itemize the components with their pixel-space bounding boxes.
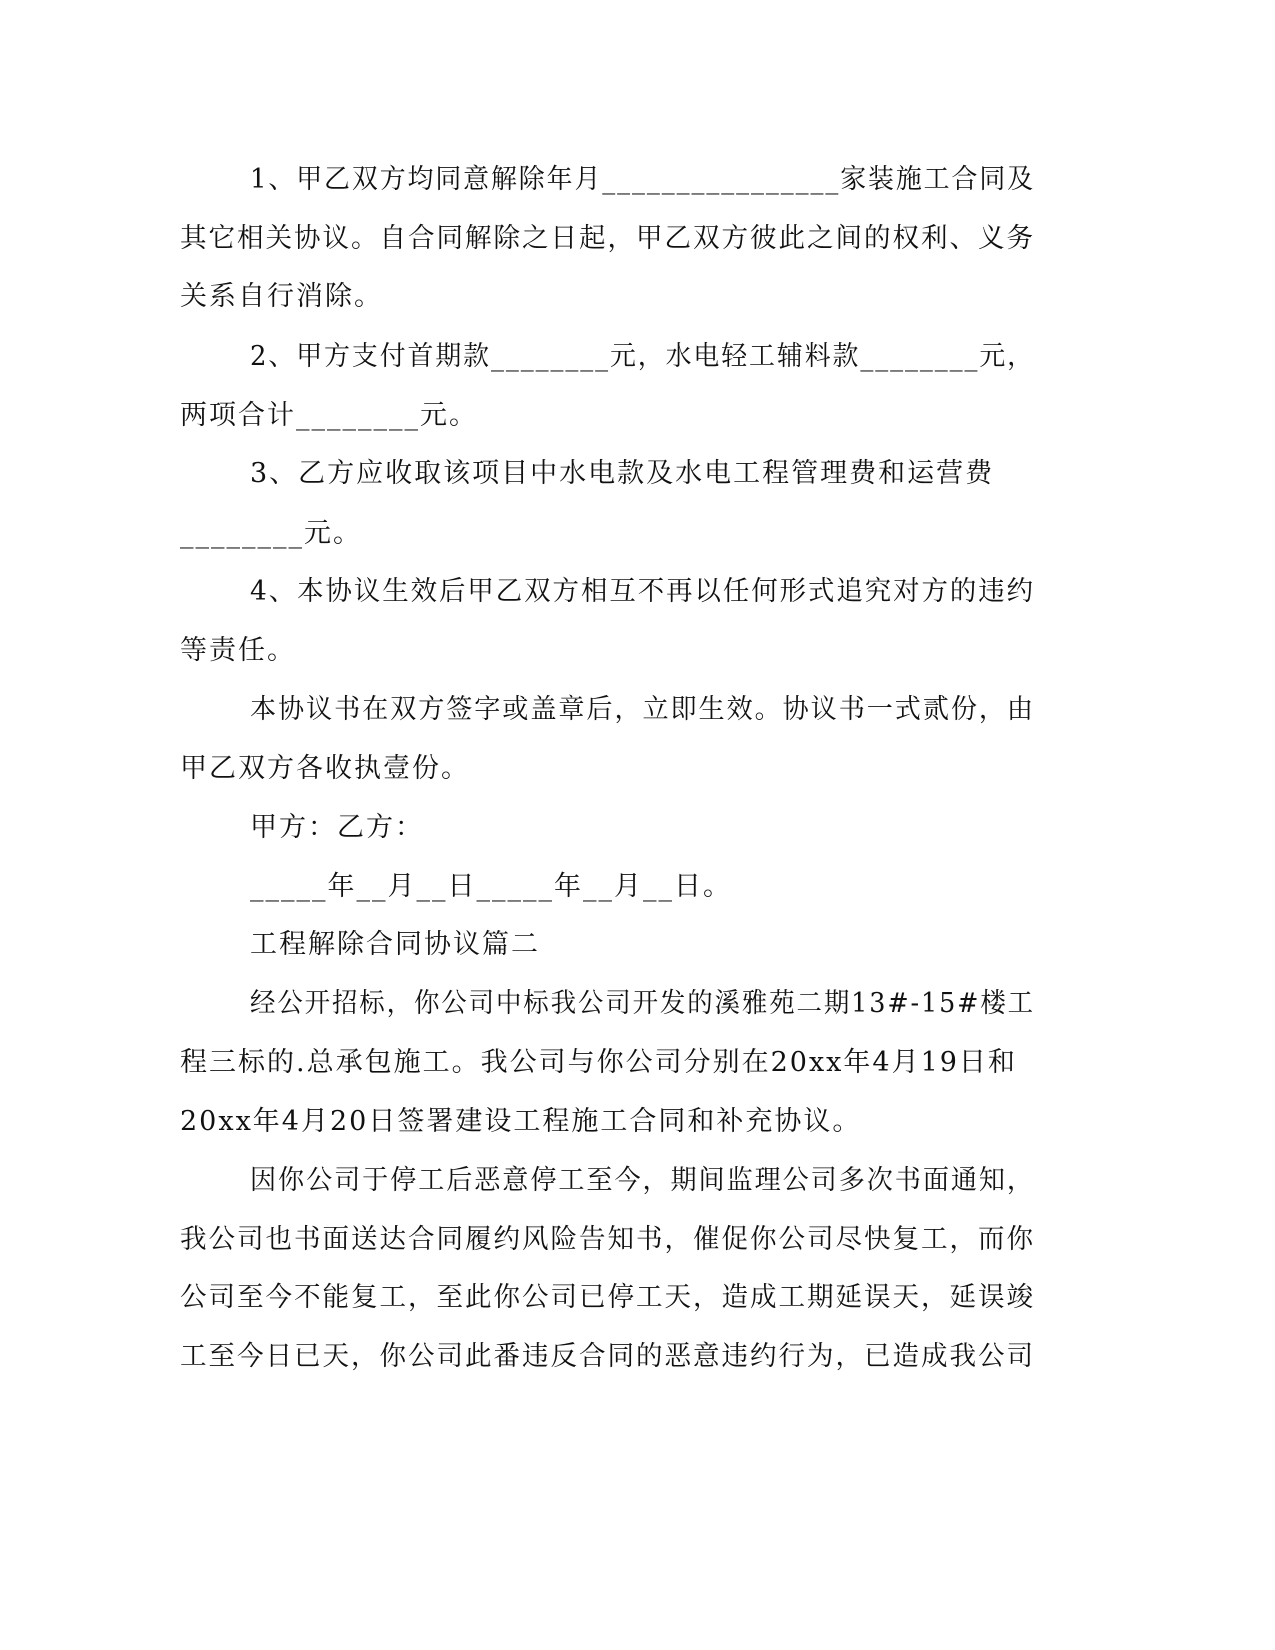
text-line [0,160,1275,200]
text-line [0,1220,1275,1260]
line-text: 经公开招标，你公司中标我公司开发的溪雅苑二期13#-15#楼工 [250,988,1036,1019]
text-line [0,396,1275,436]
line-text: 4、本协议生效后甲乙双方相互不再以任何形式追究对方的违约 [250,576,1036,607]
text-line [0,1278,1275,1318]
text-line [0,514,1275,554]
line-text: 甲乙双方各收执壹份。 [180,753,470,784]
text-line [0,219,1275,259]
line-text: 关系自行消除。 [180,281,383,312]
text-line [0,454,1275,494]
line-text: 本协议书在双方签字或盖章后，立即生效。协议书一式贰份，由 [250,694,1035,725]
text-line [0,277,1275,317]
text-line [0,808,1275,848]
section-heading: 工程解除合同协议篇二 [250,929,540,960]
line-text: 甲方：乙方： [250,812,424,843]
text-line [0,690,1275,730]
text-line [0,631,1275,671]
line-text: _____年__月__日_____年__月__日。 [250,871,732,902]
line-text: 20xx年4月20日签署建设工程施工合同和补充协议。 [180,1106,862,1137]
text-line [0,925,1275,965]
text-line [0,337,1275,377]
line-text: 等责任。 [180,635,296,666]
text-line [0,984,1275,1024]
text-line [0,572,1275,612]
line-text: 其它相关协议。自合同解除之日起，甲乙双方彼此之间的权利、义务 [180,223,1036,254]
line-text: 公司至今不能复工，至此你公司已停工天，造成工期延误天，延误竣 [180,1282,1036,1313]
text-line [0,1161,1275,1201]
line-text: 3、乙方应收取该项目中水电款及水电工程管理费和运营费 [250,458,995,489]
text-line [0,1337,1275,1377]
text-line [0,1102,1275,1142]
line-text: 1、甲乙双方均同意解除年月________________家装施工合同及 [250,164,1035,195]
text-line [0,749,1275,789]
line-text: 我公司也书面送达合同履约风险告知书，催促你公司尽快复工，而你 [180,1224,1036,1255]
line-text: 程三标的.总承包施工。我公司与你公司分别在20xx年4月19日和 [180,1047,1017,1078]
text-line [0,867,1275,907]
line-text: ________元。 [180,518,362,549]
line-text: 工至今日已天，你公司此番违反合同的恶意违约行为，已造成我公司 [180,1341,1036,1372]
line-text: 2、甲方支付首期款________元，水电轻工辅料款________元， [250,341,1035,372]
line-text: 因你公司于停工后恶意停工至今，期间监理公司多次书面通知， [250,1165,1035,1196]
text-line [0,1043,1275,1083]
line-text: 两项合计________元。 [180,400,478,431]
